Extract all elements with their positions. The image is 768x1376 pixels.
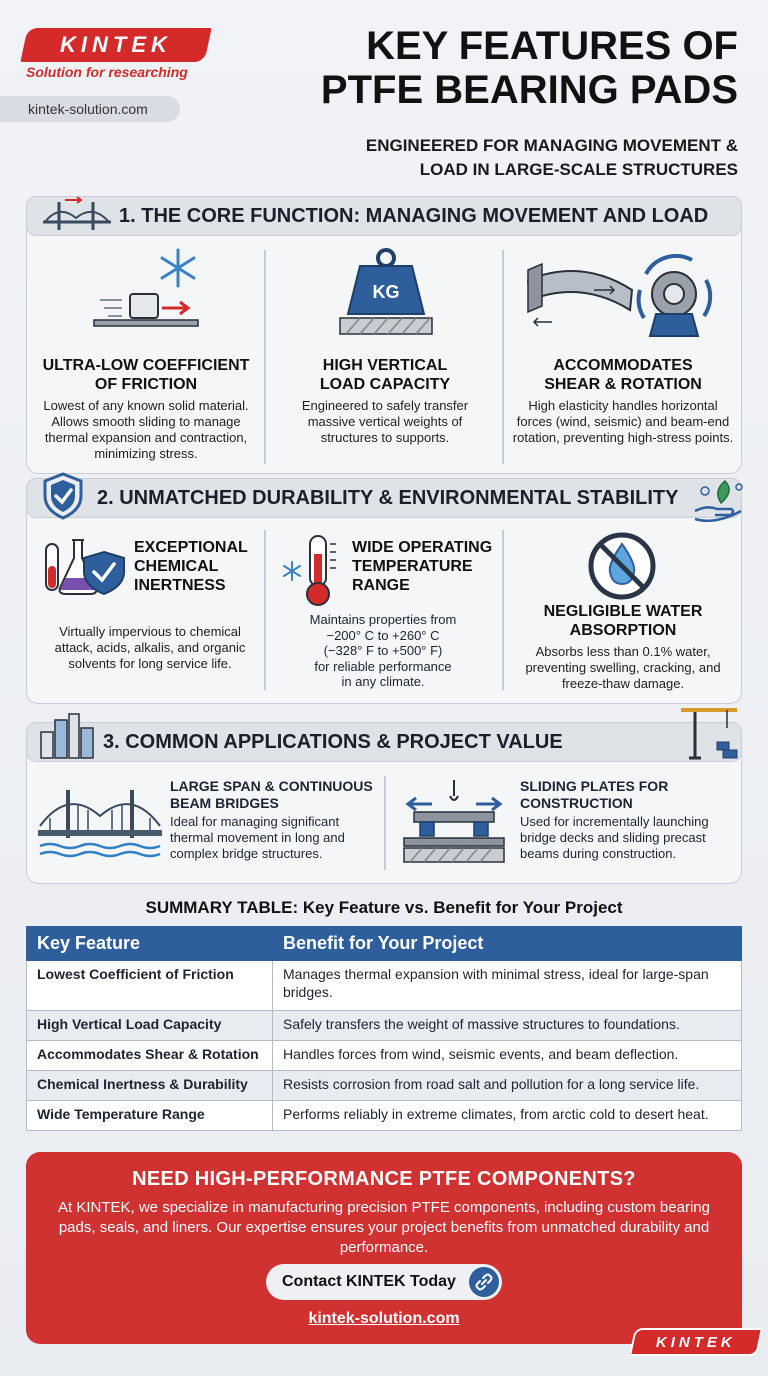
eco-hand-icon — [691, 475, 747, 525]
city-icon — [37, 710, 97, 760]
app-bridges: LARGE SPAN & CONTINUOUS BEAM BRIDGES Ideal for managing significant thermal movement in long and complex bridge structures. — [170, 778, 373, 861]
tagline: Solution for researching — [26, 64, 188, 80]
shield-check-icon — [41, 472, 85, 520]
divider — [384, 776, 386, 870]
divider — [502, 530, 504, 690]
chemical-flask-icon — [42, 534, 130, 598]
sliding-block-icon — [90, 246, 210, 330]
divider — [264, 250, 266, 464]
suspension-bridge-icon — [38, 782, 162, 862]
feature-temperature-title: WIDE OPERATING TEMPERATURE RANGE — [352, 539, 493, 594]
page-subtitle: ENGINEERED FOR MANAGING MOVEMENT & LOAD IN LARGE-SCALE STRUCTURES — [365, 136, 738, 179]
table-row: High Vertical Load Capacity Safely transfers the weight of massive structures to foundations. — [27, 1011, 742, 1041]
section-2-header — [26, 478, 742, 518]
bridge-icon — [41, 196, 113, 236]
cta-url-link[interactable]: kintek-solution.com — [308, 1310, 460, 1327]
feature-chemical-inertness-desc: Virtually impervious to chemical attack, acids, alkalis, and organic solvents for long service life. — [54, 624, 246, 671]
contact-button[interactable]: Contact KINTEK Today — [266, 1264, 502, 1300]
kintek-logo: KINTEK — [20, 28, 211, 62]
page-title: KEY FEATURES OF PTFE BEARING PADS — [320, 24, 738, 112]
site-link[interactable]: kintek-solution.com — [0, 96, 180, 122]
feature-water-absorption: NEGLIGIBLE WATER ABSORPTION Absorbs less than 0.1% water, preventing swelling, cracking, and freeze-thaw damage. — [525, 603, 721, 691]
sliding-plate-icon — [400, 778, 508, 866]
section-1-header — [26, 196, 742, 236]
cta-title: NEED HIGH-PERFORMANCE PTFE COMPONENTS? — [132, 1168, 636, 1190]
weight-icon — [336, 246, 436, 338]
app-sliding-plates: SLIDING PLATES FOR CONSTRUCTION Used for incrementally launching bridge decks and sliding precast beams during construction. — [520, 778, 709, 861]
feature-shear-rotation: ACCOMMODATES SHEAR & ROTATION High elasticity handles horizontal forces (wind, seismic) and beam-end rotation, preventing high-stress points. — [512, 357, 734, 445]
section-3-header — [26, 722, 742, 762]
svg-text:KG: KG — [372, 282, 400, 302]
thermometer-icon — [280, 532, 346, 608]
cta-banner — [26, 1152, 742, 1344]
section-3-title: 3. COMMON APPLICATIONS & PROJECT VALUE — [103, 730, 563, 753]
crane-icon — [677, 702, 741, 762]
summary-table — [26, 926, 742, 1131]
summary-table-title: SUMMARY TABLE: Key Feature vs. Benefit for Your Project — [145, 898, 623, 917]
no-water-icon — [586, 530, 658, 602]
table-header-feature: Key Feature — [27, 927, 273, 961]
beam-rotation-icon — [522, 250, 728, 342]
section-2-title: 2. UNMATCHED DURABILITY & ENVIRONMENTAL STABILITY — [97, 486, 679, 509]
table-row: Lowest Coefficient of Friction Manages thermal expansion with minimal stress, ideal for large-span bridges. — [27, 961, 742, 1011]
table-row: Accommodates Shear & Rotation Handles forces from wind, seismic events, and beam deflection. — [27, 1041, 742, 1071]
divider — [502, 250, 504, 464]
kintek-logo-footer: KINTEK — [629, 1328, 763, 1356]
table-row: Wide Temperature Range Performs reliably in extreme climates, from arctic cold to desert heat. — [27, 1101, 742, 1131]
divider — [264, 530, 266, 690]
feature-load-capacity: HIGH VERTICAL LOAD CAPACITY Engineered to safely transfer massive vertical weights of structures to supports. — [301, 357, 469, 445]
feature-chemical-inertness-title: EXCEPTIONAL CHEMICAL INERTNESS — [134, 539, 248, 594]
table-header-benefit: Benefit for Your Project — [273, 927, 742, 961]
cta-body: At KINTEK, we specialize in manufacturing precision PTFE components, including custom bearing pads, seals, and liners. Our expertise ensures your project benefits from unmatched durability and performance. — [58, 1199, 710, 1256]
table-row: Chemical Inertness & Durability Resists corrosion from road salt and pollution for a long service life. — [27, 1071, 742, 1101]
section-1-title: 1. THE CORE FUNCTION: MANAGING MOVEMENT AND LOAD — [119, 204, 709, 227]
feature-friction: ULTRA-LOW COEFFICIENT OF FRICTION Lowest of any known solid material. Allows smooth sliding to manage thermal expansion and contraction, minimizing stress. — [42, 357, 250, 461]
link-icon — [469, 1267, 499, 1297]
feature-temperature-desc: Maintains properties from −200° C to +260° C (−328° F to +500° F) for reliable performance in any climate. — [309, 612, 457, 689]
